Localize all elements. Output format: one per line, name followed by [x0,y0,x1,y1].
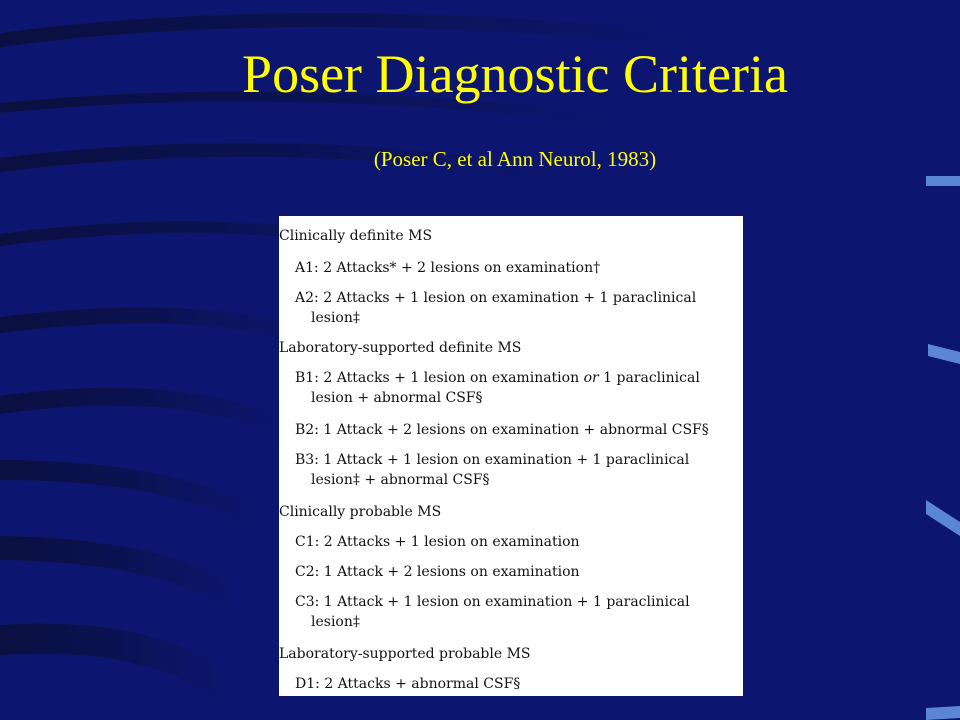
criterion-c3 [295,592,735,632]
criterion-code: B2: [295,422,319,438]
criterion-code: B1: [295,370,319,386]
criterion-text: 1 Attack + 2 lesions on examination + abnormal CSF§ [323,422,709,438]
criterion-d1 [295,674,735,694]
criterion-text: 1 Attack + 2 lesions on examination [323,564,580,580]
criterion-c1 [295,532,735,552]
criterion-text-before: 2 Attacks + 1 lesion on examination [323,370,580,386]
criterion-a1 [295,258,735,278]
criterion-text: 1 Attack + 1 lesion on examination + 1 paraclinical lesion‡ + abnormal CSF§ [311,452,690,488]
criterion-code: C3: [295,594,320,610]
criterion-text: 2 Attacks + 1 lesion on examination [323,534,580,550]
group-heading-lab-supported-probable: Laboratory-supported probable MS [279,646,531,662]
group-heading-clinically-definite: Clinically definite MS [279,228,433,244]
criterion-b1 [295,368,735,408]
criterion-text: 2 Attacks* + 2 lesions on examination† [323,260,601,276]
criterion-code: B3: [295,452,319,468]
criterion-a2 [295,288,735,328]
criterion-text: 2 Attacks + 1 lesion on examination + 1 paraclinical lesion‡ [311,290,697,326]
criterion-code: A1: [295,260,319,276]
criterion-text: 2 Attacks + abnormal CSF§ [324,676,521,692]
criterion-code: D1: [295,676,320,692]
criterion-code: A2: [295,290,319,306]
slide-title: Poser Diagnostic Criteria [242,44,788,104]
group-heading-lab-supported-definite: Laboratory-supported definite MS [279,340,522,356]
criterion-b2 [295,420,735,440]
criterion-text: 1 Attack + 1 lesion on examination + 1 paraclinical lesion‡ [311,594,690,630]
criterion-code: C2: [295,564,320,580]
criterion-emphasis: or [583,370,599,386]
group-heading-clinically-probable: Clinically probable MS [279,504,442,520]
criterion-text-after: 1 paraclinical lesion + abnormal CSF§ [311,370,700,406]
criteria-document [279,216,743,696]
criterion-code: C1: [295,534,320,550]
citation-subtitle: (Poser C, et al Ann Neurol, 1983) [373,147,657,171]
criterion-b3 [295,450,735,490]
criterion-c2 [295,562,735,582]
